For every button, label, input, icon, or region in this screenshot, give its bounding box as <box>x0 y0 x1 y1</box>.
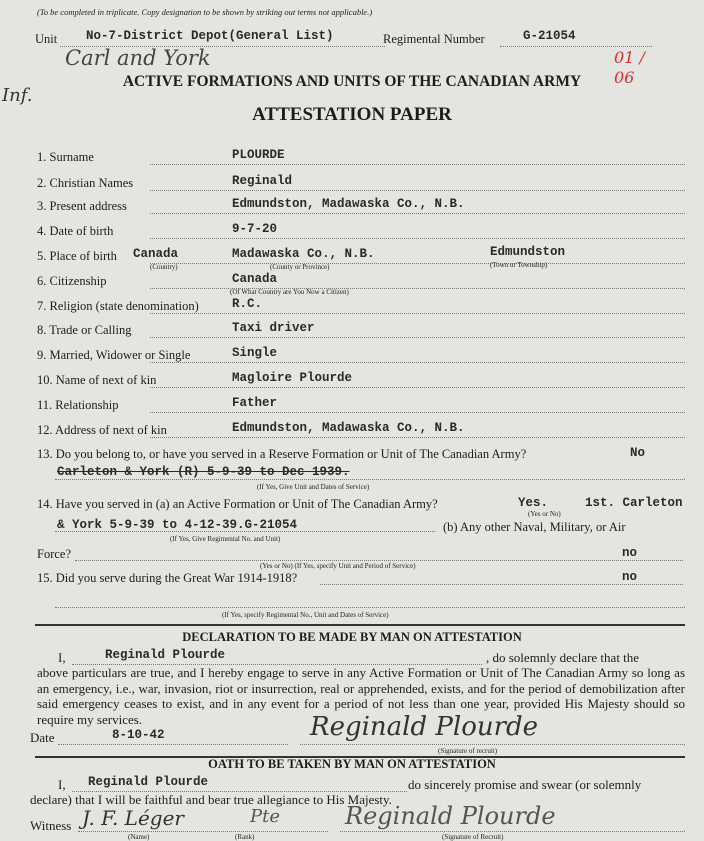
declaration-name: Reginald Plourde <box>105 648 226 662</box>
q15-label: 15. Did you serve during the Great War 1914-1918? <box>37 571 298 585</box>
q13-sublabel: (If Yes, Give Unit and Dates of Service) <box>257 483 370 491</box>
oath-i: I, <box>58 777 66 792</box>
q14-unit: 1st. Carleton <box>585 496 683 510</box>
oath-text-2: declare) that I will be faithful and bear true allegiance to His Majesty. <box>30 792 392 807</box>
declaration-text: , do solemnly declare that the <box>486 650 640 665</box>
field-value: Father <box>232 396 278 410</box>
signature-sublabel: (Signature of recruit) <box>438 747 498 755</box>
field-label: 10. Name of next of kin <box>37 373 157 387</box>
field-sublabel: (Town or Township) <box>490 261 548 269</box>
instruction-note: (To be completed in triplicate. Copy designation to be shown by striking out terms not applicable.) <box>37 7 373 17</box>
q14-yes-no: (Yes or No) <box>528 510 561 518</box>
field-value: 9-7-20 <box>232 222 278 236</box>
field-value: Edmundston <box>490 245 566 259</box>
date-value: 8-10-42 <box>112 728 165 742</box>
field-value: PLOURDE <box>232 148 285 162</box>
field-sublabel: (County or Province) <box>270 263 330 271</box>
field-value: Single <box>232 346 278 360</box>
force-value: no <box>622 546 638 560</box>
heading-attestation: ATTESTATION PAPER <box>252 104 452 125</box>
declaration-title: DECLARATION TO BE MADE BY MAN ON ATTESTATION <box>182 630 522 644</box>
handwritten-margin-note: Inf. <box>2 85 33 106</box>
q14-label: 14. Have you served in (a) an Active Formation or Unit of The Canadian Army? <box>37 497 438 511</box>
field-label: 2. Christian Names <box>37 176 134 190</box>
field-dotted-line <box>150 387 685 388</box>
field-dotted-line <box>150 238 685 239</box>
regimental-number-label: Regimental Number <box>383 32 485 46</box>
field-sublabel: (Of What Country are You Now a Citizen) <box>230 288 349 296</box>
field-value: Edmundston, Madawaska Co., N.B. <box>232 197 465 211</box>
q14-sublabel: (If Yes, Give Regimental No. and Unit) <box>170 535 281 543</box>
field-label: 9. Married, Widower or Single <box>37 348 191 362</box>
oath-signature-sublabel: (Signature of Recruit) <box>442 833 504 841</box>
field-dotted-line <box>150 337 685 338</box>
name-sublabel: (Name) <box>128 833 150 841</box>
handwritten-unit-note: Carl and York <box>65 46 211 70</box>
field-dotted-line <box>150 190 685 191</box>
field-value: R.C. <box>232 297 263 311</box>
field-dotted-line <box>150 313 685 314</box>
unit-value: No-7-District Depot(General List) <box>86 29 334 43</box>
q15-value: no <box>622 570 638 584</box>
oath-title: OATH TO BE TAKEN BY MAN ON ATTESTATION <box>208 757 496 771</box>
regimental-number-value: G-21054 <box>523 29 576 43</box>
field-label: 4. Date of birth <box>37 224 114 238</box>
oath-text: do sincerely promise and swear (or solemnly <box>408 777 642 792</box>
oath-name: Reginald Plourde <box>88 775 209 789</box>
red-annotation: 01 / 06 <box>614 48 645 87</box>
field-value: Reginald <box>232 174 293 188</box>
q13-value: No <box>630 446 646 460</box>
field-label: 1. Surname <box>37 150 94 164</box>
field-dotted-line <box>150 164 685 165</box>
field-dotted-line <box>150 412 685 413</box>
field-value: Canada <box>232 272 278 286</box>
field-label: 5. Place of birth <box>37 249 117 263</box>
force-label: Force? <box>37 547 72 561</box>
divider <box>35 624 685 626</box>
unit-label: Unit <box>35 32 58 46</box>
field-dotted-line <box>150 213 685 214</box>
witness-rank: Pte <box>250 806 280 827</box>
field-value: Taxi driver <box>232 321 315 335</box>
force-sublabel: (Yes or No) (If Yes, specify Unit and Period of Service) <box>260 562 416 570</box>
field-label: 6. Citizenship <box>37 274 107 288</box>
field-value: Edmundston, Madawaska Co., N.B. <box>232 421 465 435</box>
oath-recruit-signature: Reginald Plourde <box>345 802 556 830</box>
recruit-signature: Reginald Plourde <box>310 712 539 742</box>
q15-sublabel: (If Yes, specify Regimental No., Unit and Dates of Service) <box>222 611 389 619</box>
q13-label: 13. Do you belong to, or have you served in a Reserve Formation or Unit of The Canadian Army? <box>37 447 527 461</box>
field-dotted-line <box>150 362 685 363</box>
field-label: 11. Relationship <box>37 398 119 412</box>
q14-value: Yes. <box>518 496 549 510</box>
witness-label: Witness <box>30 818 72 833</box>
field-value: Magloire Plourde <box>232 371 353 385</box>
field-value: Madawaska Co., N.B. <box>232 247 375 261</box>
q14b-label: (b) Any other Naval, Military, or Air <box>443 520 626 534</box>
rank-sublabel: (Rank) <box>235 833 255 841</box>
heading-formations: ACTIVE FORMATIONS AND UNITS OF THE CANADIAN ARMY <box>122 73 582 90</box>
q14-service-line: & York 5-9-39 to 4-12-39.G-21054 <box>57 518 298 532</box>
field-label: 8. Trade or Calling <box>37 323 132 337</box>
field-sublabel: (Country) <box>150 263 178 271</box>
q13-struck-entry: Carleton & York (R) 5-9-39 to Dec 1939. <box>57 465 350 479</box>
field-label: 7. Religion (state denomination) <box>37 299 199 313</box>
field-label: 3. Present address <box>37 199 127 213</box>
field-label: 12. Address of next of kin <box>37 423 167 437</box>
declaration-i: I, <box>58 650 66 665</box>
date-label: Date <box>30 730 55 745</box>
field-dotted-line <box>150 263 685 264</box>
declaration-body: above particulars are true, and I hereby engage to serve in any Active Formation or Unit of The Canadian Army so long as an emergency, i.e., war, invasion, riot or insurrection, real or apprehended, exists, and for the period of demobilization after said emergency ceases to exist, and in any event for a period of not less than one year, provided His Majesty should so require my services. <box>37 665 685 727</box>
witness-name: J. F. Léger <box>82 806 184 830</box>
field-value: Canada <box>133 247 179 261</box>
field-dotted-line <box>150 437 685 438</box>
